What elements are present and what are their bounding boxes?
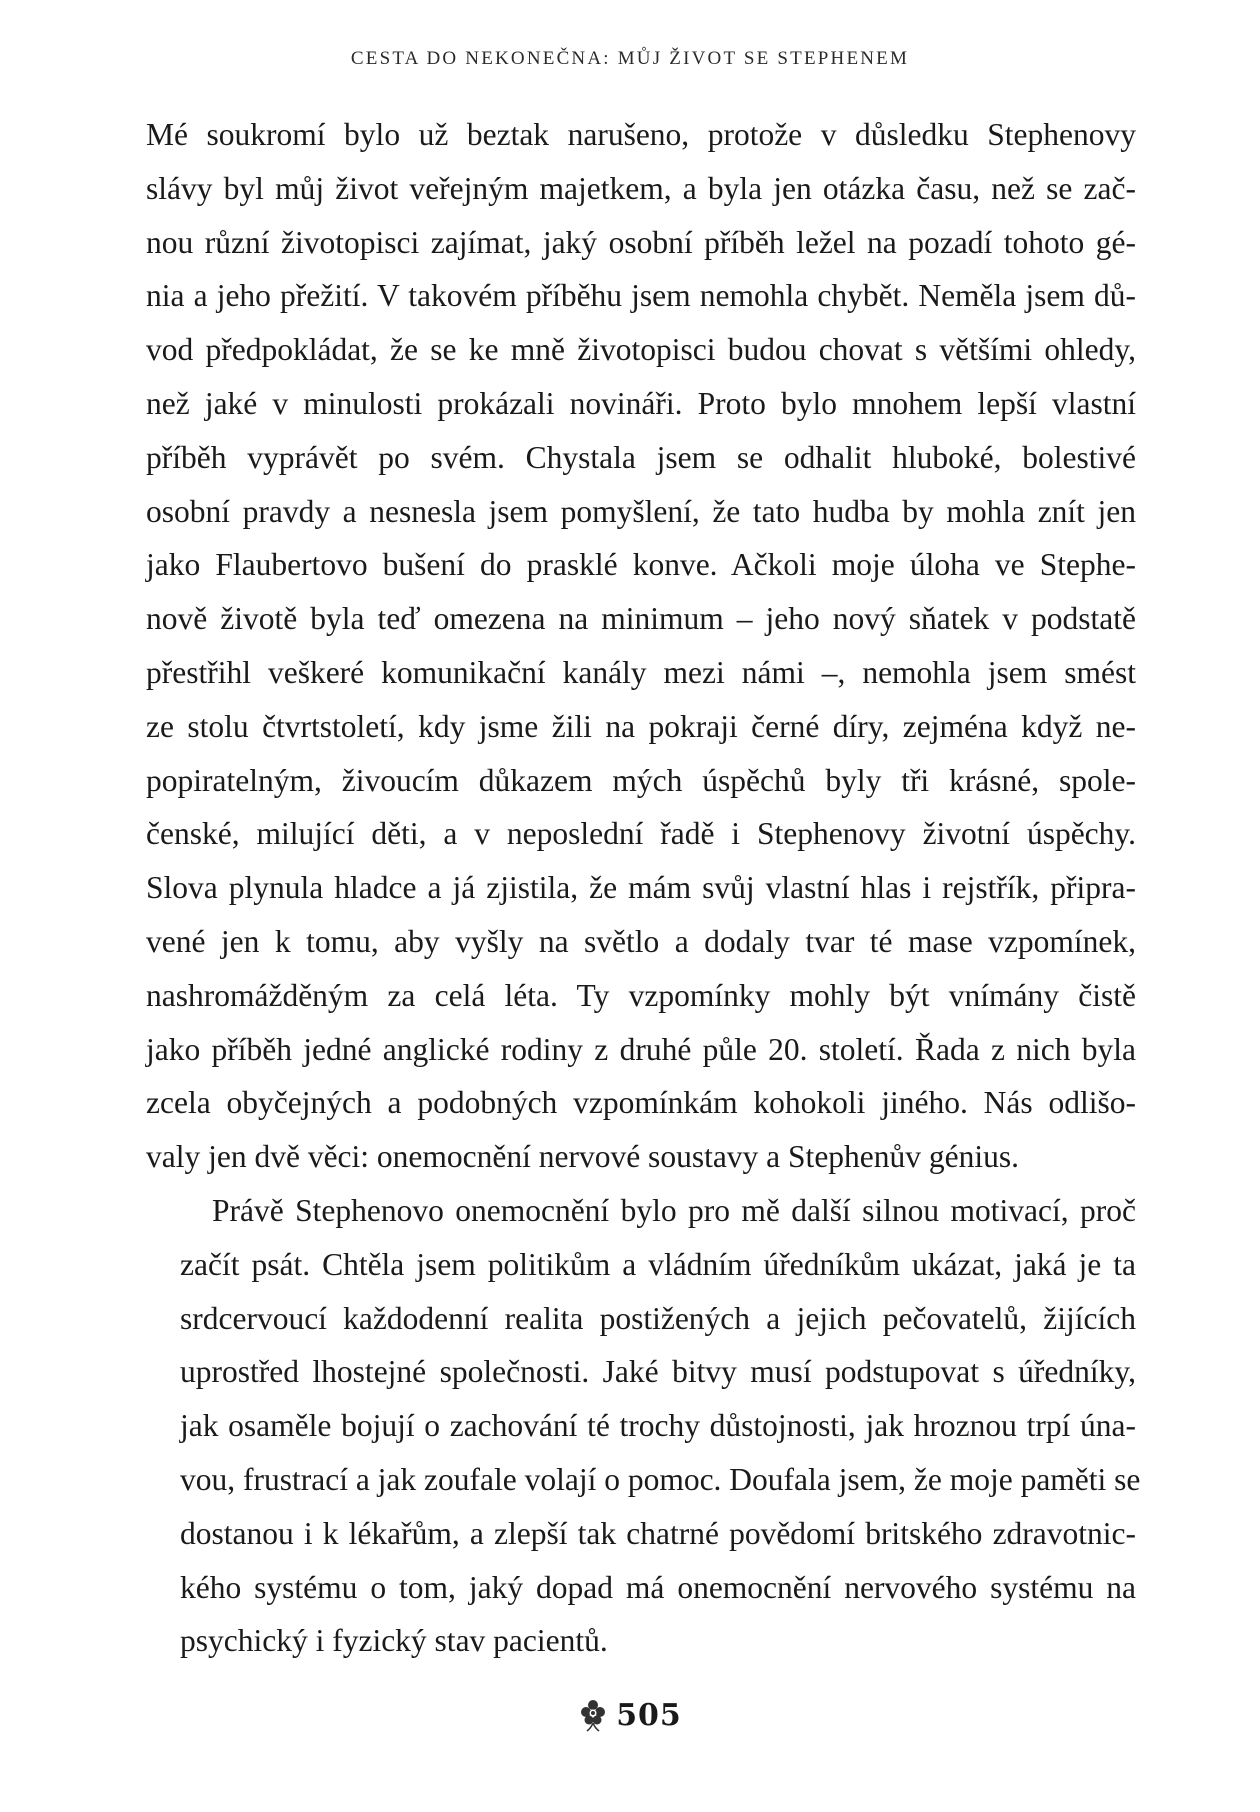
text-line: Mé soukromí bylo už beztak narušeno, protože v důsledku Stephenovy bbox=[146, 117, 1136, 152]
text-line: přestřihl veškeré komunikační kanály mezi námi –, nemohla jsem smést bbox=[146, 654, 1136, 690]
page-number: 505 bbox=[616, 1697, 682, 1733]
floral-ornament-icon bbox=[578, 1697, 608, 1733]
running-head: CESTA DO NEKONEČNA: MŮJ ŽIVOT SE STEPHENEM bbox=[350, 48, 910, 69]
paragraph-1 bbox=[146, 108, 1136, 1184]
page-footer bbox=[0, 1697, 1260, 1733]
text-line: nia a jeho přežití. V takovém příběhu jsem nemohla chybět. Neměla jsem dů- bbox=[146, 278, 1136, 314]
text-line: popiratelným, živoucím důkazem mých úspěchů byly tři krásné, spole- bbox=[146, 762, 1136, 798]
text-line: srdcervoucí každodenní realita postižených a jejich pečovatelů, žijících bbox=[180, 1300, 1136, 1336]
text-line: jako Flaubertovo bušení do prasklé konve. Ačkoli moje úloha ve Stephe- bbox=[146, 547, 1136, 583]
text-line: vou, frustrací a jak zoufale volají o pomoc. Doufala jsem, že moje paměti se bbox=[180, 1461, 1141, 1497]
text-line: kého systému o tom, jaký dopad má onemocnění nervového systému na bbox=[180, 1569, 1136, 1605]
text-line: osobní pravdy a nesnesla jsem pomyšlení, že tato hudba by mohla znít jen bbox=[146, 493, 1136, 529]
text-line: než jaké v minulosti prokázali novináři. Proto bylo mnohem lepší vlastní bbox=[146, 385, 1136, 421]
text-line: slávy byl můj život veřejným majetkem, a byla jen otázka času, než se zač- bbox=[146, 170, 1136, 206]
text-line: valy jen dvě věci: onemocnění nervové soustavy a Stephenův génius. bbox=[146, 1139, 1020, 1175]
text-line: vod předpokládat, že se ke mně životopisci budou chovat s většími ohledy, bbox=[146, 332, 1136, 368]
text-line: Právě Stephenovo onemocnění bylo pro mě další silnou motivací, proč bbox=[212, 1192, 1136, 1228]
text-line: uprostřed lhostejné společnosti. Jaké bitvy musí podstupovat s úředníky, bbox=[180, 1354, 1136, 1390]
text-line: začít psát. Chtěla jsem politikům a vládním úředníkům ukázat, jaká je ta bbox=[180, 1246, 1136, 1282]
text-line: vené jen k tomu, aby vyšly na světlo a dodaly tvar té mase vzpomínek, bbox=[146, 923, 1136, 959]
text-line: ze stolu čtvrtstoletí, kdy jsme žili na pokraji černé díry, zejména když ne- bbox=[146, 708, 1136, 744]
text-line: jak osaměle bojují o zachování té trochy důstojnosti, jak hroznou trpí úna- bbox=[180, 1408, 1136, 1444]
text-line: nově životě byla teď omezena na minimum – jeho nový sňatek v podstatě bbox=[146, 601, 1136, 637]
text-line: zcela obyčejných a podobných vzpomínkám kohokoli jiného. Nás odlišo- bbox=[146, 1085, 1136, 1121]
text-line: psychický i fyzický stav pacientů. bbox=[180, 1623, 608, 1659]
text-line: čenské, milující děti, a v neposlední řadě i Stephenovy životní úspěchy. bbox=[146, 816, 1136, 852]
text-line: nou různí životopisci zajímat, jaký osobní příběh ležel na pozadí tohoto gé- bbox=[146, 224, 1136, 260]
text-line: nashromážděným za celá léta. Ty vzpomínky mohly být vnímány čistě bbox=[146, 977, 1136, 1013]
body-text bbox=[146, 108, 1141, 1668]
text-line: dostanou i k lékařům, a zlepší tak chatrné povědomí britského zdravotnic- bbox=[180, 1515, 1136, 1551]
paragraph-2 bbox=[146, 1184, 1141, 1668]
text-line: příběh vyprávět po svém. Chystala jsem se odhalit hluboké, bolestivé bbox=[146, 439, 1136, 475]
text-line: jako příběh jedné anglické rodiny z druhé půle 20. století. Řada z nich byla bbox=[146, 1031, 1136, 1067]
text-line: Slova plynula hladce a já zjistila, že mám svůj vlastní hlas i rejstřík, připra- bbox=[146, 870, 1136, 906]
